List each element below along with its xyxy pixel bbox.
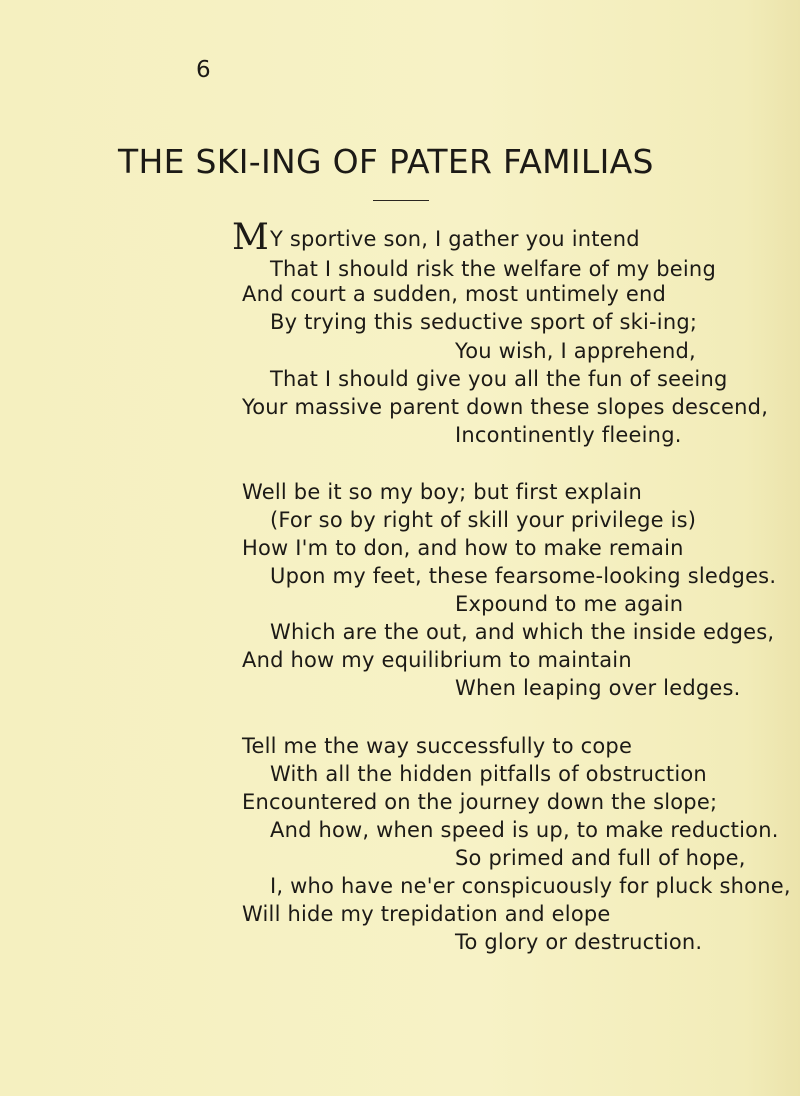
verse-line: You wish, I apprehend, <box>455 339 696 363</box>
page-number: 6 <box>196 57 211 83</box>
verse-line: And how my equilibrium to maintain <box>242 648 632 672</box>
verse-line: And court a sudden, most untimely end <box>242 282 667 306</box>
verse-line: Incontinently fleeing. <box>455 423 682 447</box>
verse-line: Which are the out, and which the inside edges, <box>270 620 775 644</box>
verse-line: By trying this seductive sport of ski-ing; <box>270 310 698 334</box>
verse-line: Well be it so my boy; but first explain <box>242 480 643 504</box>
verse-line: That I should risk the welfare of my being <box>270 257 716 281</box>
verse-line: Y sportive son, I gather you intend <box>270 227 640 251</box>
verse-line: Will hide my trepidation and elope <box>242 902 611 926</box>
verse-line: Encountered on the journey down the slope; <box>242 790 718 814</box>
poem-title: THE SKI-ING OF PATER FAMILIAS <box>118 142 654 181</box>
verse-line: Upon my feet, these fearsome-looking sledges. <box>270 564 777 588</box>
verse-line: Tell me the way successfully to cope <box>242 734 633 758</box>
verse-line: And how, when speed is up, to make reduction. <box>270 818 779 842</box>
verse-line: When leaping over ledges. <box>455 676 741 700</box>
verse-line: (For so by right of skill your privilege is) <box>270 508 697 532</box>
title-divider <box>373 200 429 201</box>
drop-cap: M <box>232 217 269 258</box>
verse-line: Expound to me again <box>455 592 684 616</box>
verse-line: Your massive parent down these slopes descend, <box>242 395 769 419</box>
verse-line: That I should give you all the fun of seeing <box>270 367 728 391</box>
verse-line: So primed and full of hope, <box>455 846 746 870</box>
verse-line: How I'm to don, and how to make remain <box>242 536 684 560</box>
verse-line: I, who have ne'er conspicuously for pluck shone, <box>270 874 791 898</box>
verse-line: To glory or destruction. <box>455 930 703 954</box>
verse-line: With all the hidden pitfalls of obstruction <box>270 762 707 786</box>
